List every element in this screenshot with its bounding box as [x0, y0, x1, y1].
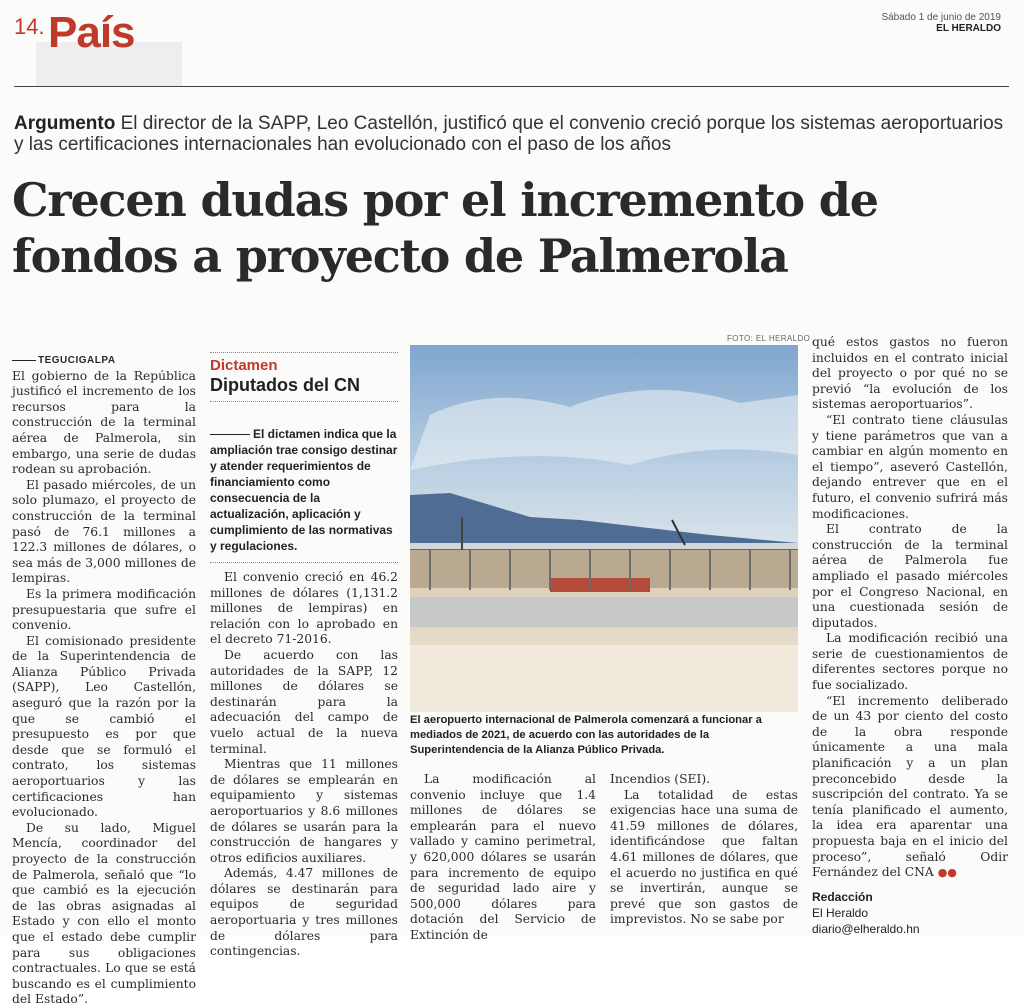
paragraph: “El contrato tiene cláusulas y tiene parámetros que van a cambiar en algún momento en el tiempo”, aseveró Castellón, dejando entrever que en el futuro, el convenio sufrirá más modificaciones.	[812, 412, 1008, 521]
dictamen-text: El dictamen indica que la ampliación trae consigo destinar y atender requerimientos de financiamiento como consecuencia de la actualización, aplicación y cumplimiento de las normativas y regulaciones.	[210, 426, 398, 563]
paragraph: De su lado, Miguel Mencía, coordinador del proyecto de la construcción de Palmerola, señaló que “lo que cambió es la ejecución de las obras asignadas al Estado y con ello el monto que el estado debe cumplir para sus obligaciones contractuales. Lo que se está buscando es el cumplimiento del Estado”.	[12, 820, 196, 1007]
signature	[812, 889, 1008, 937]
paragraph: Incendios (SEI).	[610, 772, 711, 786]
section-title: País	[48, 8, 135, 57]
issue-date: Sábado 1 de junio de 2019	[881, 12, 1001, 23]
paragraph: El convenio creció en 46.2 millones de dólares (1,131.2 millones de lempiras) en relación con lo aprobado en el decreto 71-2016.	[210, 570, 398, 647]
column-2	[210, 570, 398, 960]
end-mark-icon: ●●	[937, 866, 957, 880]
paragraph: El gobierno de la República justificó el incremento de los recursos para la construcción de la terminal aérea de Palmerola, sin embargo, una serie de dudas rodean su aprobación.	[12, 368, 196, 477]
publication-name: EL HERALDO	[936, 23, 1001, 34]
column-3	[410, 772, 596, 944]
paragraph: qué estos gastos no fueron incluidos en el contrato inicial del proyecto o por qué no se previó “la evolución de los sistemas aeroportuarios”.	[812, 335, 1008, 412]
foreground-slab	[410, 645, 798, 712]
column-1	[12, 352, 196, 1008]
kicker-label: Argumento	[14, 113, 116, 134]
kicker	[14, 113, 1004, 155]
dictamen-box	[210, 352, 398, 563]
red-building	[550, 578, 650, 592]
signature-name: El Heraldo	[812, 905, 869, 920]
dateline-city: TEGUCIGALPA	[12, 355, 116, 366]
paragraph: El contrato de la construcción de la terminal aérea de Palmerola fue ampliado el pasado miércoles por el Congreso Nacional, en una cuestionada sesión de diputados.	[812, 522, 1008, 630]
paragraph: De acuerdo con las autoridades de la SAPP, 12 millones de dólares se destinarán para la adecuación del campo de vuelo actual de la nueva terminal.	[210, 647, 398, 756]
kicker-text: El director de la SAPP, Leo Castellón, justificó que el convenio creció porque los sistemas aeroportuarios y las certificaciones internacionales han evolucionado con el paso de los años	[14, 113, 1004, 155]
paragraph: Además, 4.47 millones de dólares se destinarán para equipos de seguridad aeroportuaria y tres millones de dólares para contingencias.	[210, 866, 398, 959]
steel-deck	[410, 597, 798, 627]
terminal-roof-frame	[410, 543, 798, 549]
paragraph: La modificación al convenio incluye que 1.4 millones de dólares se emplearán para el nuevo vallado y camino perimetral, y 620,000 dólares se usarán para incremento de equipo de seguridad lado aire y 500,000 dólares para dotación del Servicio de Extinción de	[410, 772, 596, 942]
paragraph: Mientras que 11 millones de dólares se emplearán en equipamiento y sistemas aeroportuarios y 8.6 millones de dólares se usarán para la construcción de hangares y otros edificios auxiliares.	[210, 757, 398, 865]
page-number: 14.	[14, 14, 45, 39]
paragraph: El comisionado presidente de la Superintendencia de Alianza Público Privada (SAPP), Leo Castellón, aseguró que la razón por la que se cambió el presupuesto es por que desde que se formuló el contrato, los sistemas aeroportuarios y las certificaciones han evolucionado.	[12, 633, 196, 820]
signature-email: diario@elheraldo.hn	[812, 921, 920, 936]
paragraph: La totalidad de estas exigencias hace una suma de 41.59 millones de dólares, identificándose que faltan 4.61 millones de dólares, que el acuerdo no justifica en qué se invertirán, aunque se prevé que son gastos de imprevistos. No se sabe por	[610, 787, 798, 927]
dictamen-tag: Dictamen	[210, 357, 278, 374]
paragraph: Es la primera modificación presupuestaria que sufre el convenio.	[12, 586, 196, 633]
paragraph: “El incremento deliberado de un 43 por ciento del costo de la obra responde únicamente a una mala planificación y a un plan preconcebido desde la suscripción del contrato. Ya se tenía planificado el aumento, la idea era aparentar una propuesta baja en el inicio del proceso”, señaló Odir Fernández del CNA	[812, 693, 1008, 880]
photo-credit: FOTO: EL HERALDO	[727, 334, 811, 343]
paragraph: La modificación recibió una serie de cuestionamientos de diferentes sectores porque no fue socializado.	[812, 631, 1008, 693]
page-header	[14, 6, 1009, 87]
photo-caption: El aeropuerto internacional de Palmerola comenzará a funcionar a mediados de 2021, de acuerdo con las autoridades de la Superintendencia de la Alianza Público Privada.	[410, 714, 762, 756]
airport-construction-photo	[410, 345, 798, 712]
signature-label: Redacción	[812, 889, 873, 904]
column-4	[610, 772, 798, 928]
paragraph: El pasado miércoles, de un solo plumazo, el proyecto de construcción de la terminal pasó de 76.1 millones a 122.3 millones de dólares, o sea más de 3,000 millones de lempiras.	[12, 477, 196, 586]
dictamen-title: Diputados del CN	[210, 375, 398, 402]
column-5	[812, 335, 1008, 937]
dateline	[881, 12, 1001, 34]
headline: Crecen dudas por el incremento de fondos a proyecto de Palmerola	[12, 173, 878, 283]
